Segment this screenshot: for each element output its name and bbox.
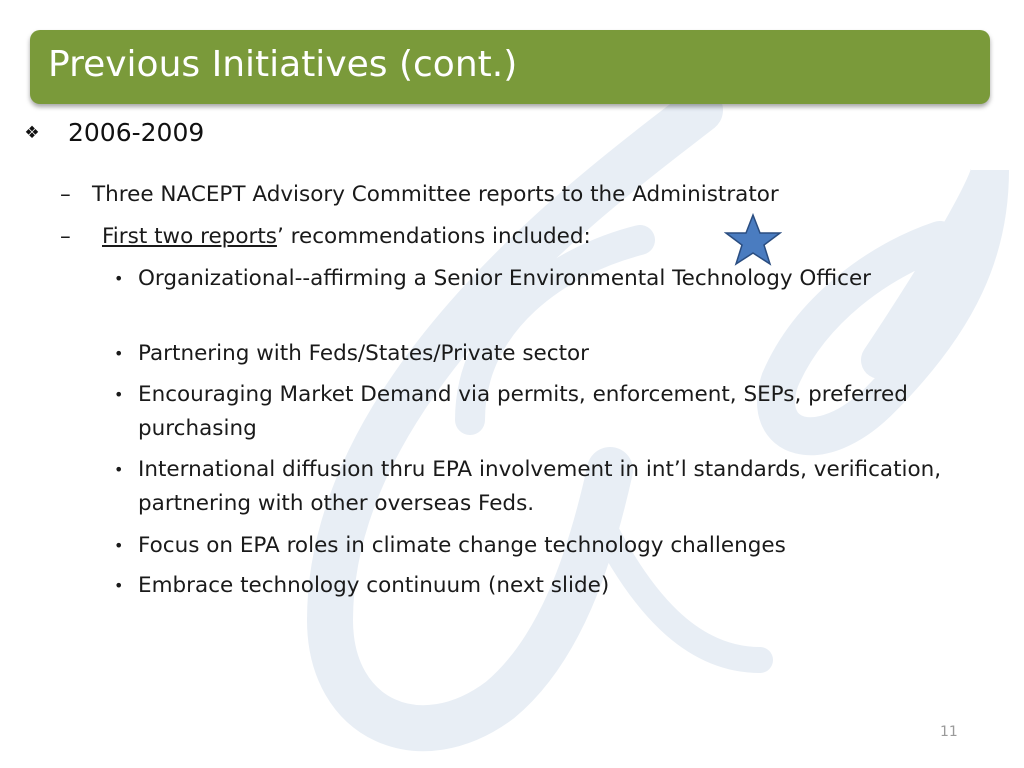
dash-bullet: – [60, 224, 71, 249]
title-bar [30, 30, 990, 104]
list-item [114, 569, 994, 603]
bullet-dot: • [114, 269, 124, 288]
star-icon [724, 213, 782, 267]
underlined-text: First two reports [102, 224, 277, 249]
slide-title: Previous Initiatives (cont.) [48, 44, 518, 85]
subpoint-recommendations [60, 224, 591, 249]
bullet-dot: • [114, 344, 124, 363]
section-heading-row [12, 118, 204, 147]
bullet-dot: • [114, 385, 124, 404]
list-item [114, 529, 994, 563]
list-item [114, 453, 994, 521]
list-item-text: International diffusion thru EPA involvement in int’l standards, verification, partnering with other overseas Feds. [138, 457, 942, 516]
list-item-text: Organizational--affirming a Senior Environmental Technology Officer [138, 266, 872, 291]
subpoint-reports [60, 182, 779, 207]
subpoint-text: ’ recommendations included: [276, 224, 591, 249]
bullet-dot: • [114, 460, 124, 479]
list-item-text: Focus on EPA roles in climate change technology challenges [138, 533, 786, 558]
bullet-dot: • [114, 576, 124, 595]
list-item [114, 378, 994, 446]
list-item [114, 262, 994, 296]
diamond-cluster-icon: ❖ [24, 122, 40, 143]
section-heading: 2006-2009 [68, 118, 205, 147]
dash-bullet: – [60, 182, 71, 207]
bullet-dot: • [114, 536, 124, 555]
subpoint-text: Three NACEPT Advisory Committee reports to the Administrator [92, 182, 779, 207]
list-item-text: Partnering with Feds/States/Private sector [138, 341, 589, 366]
list-item-text: Encouraging Market Demand via permits, enforcement, SEPs, preferred purchasing [138, 382, 908, 441]
page-number: 11 [940, 724, 958, 740]
list-item [114, 337, 994, 371]
list-item-text: Embrace technology continuum (next slide) [138, 573, 610, 598]
